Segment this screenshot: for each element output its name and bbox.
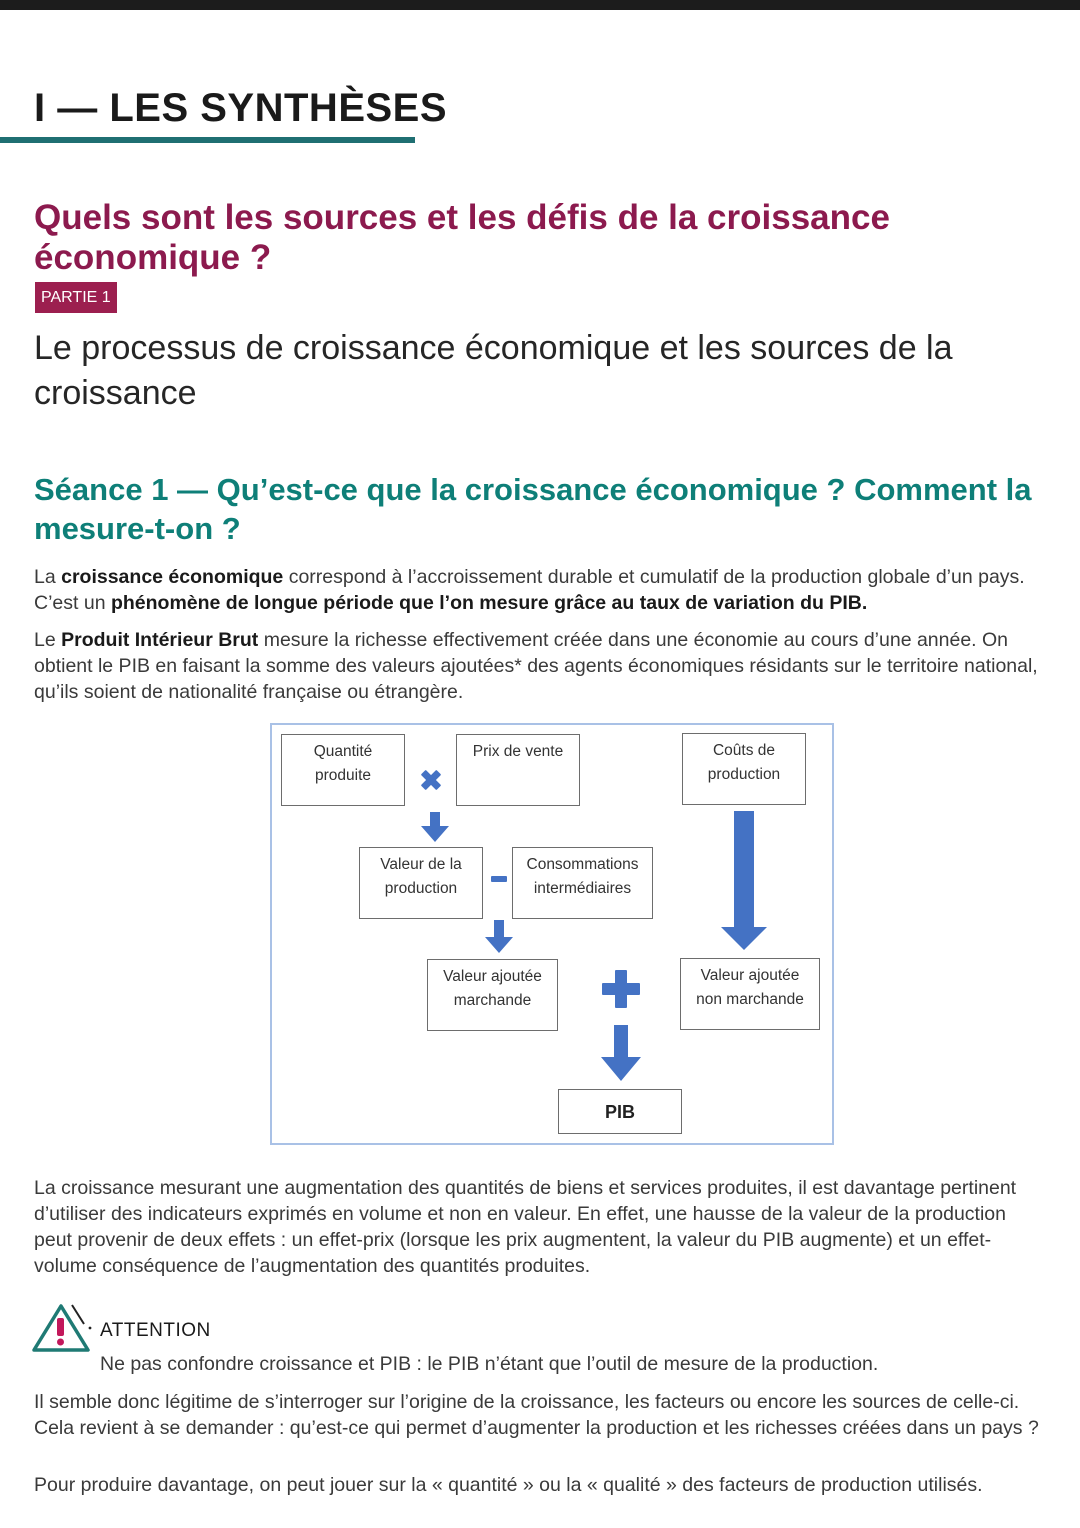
- arrow-down-icon: [601, 1025, 641, 1081]
- box-prix-de-vente: [456, 734, 580, 806]
- section-underline: [0, 137, 415, 143]
- arrow-down-icon: [421, 812, 449, 842]
- multiply-icon: [415, 764, 446, 795]
- text: mesure la richesse effectivement créée dans une économie au cours d’une année. On obtient le PIB en faisant la somme des valeurs ajoutées* des agents économiques résidants sur le territoire national, qu’ils soient de nationalité française ou étrangère.: [34, 629, 1038, 703]
- box-va-marchande: [427, 959, 558, 1031]
- plus-icon: [602, 970, 640, 1008]
- label: Coûts de: [712, 742, 776, 759]
- section-heading: I — LES SYNTHÈSES: [34, 86, 448, 130]
- paragraph-sources: Il semble donc légitime de s’interroger sur l’origine de la croissance, les facteurs ou encore les sources de celle-ci. Cela revient à se demander : qu’est-ce qui permet d’augmenter la production et les richesses créées dans un pays ?: [34, 1391, 1039, 1439]
- bold-term: croissance économique: [61, 566, 284, 588]
- definition-pib: [34, 627, 1044, 705]
- label: marchande: [453, 992, 532, 1009]
- top-bar: [0, 0, 1080, 10]
- box-valeur-production: [359, 847, 483, 919]
- text: correspond à l’accroissement durable et cumulatif de la production globale d’un pays. C’est un: [34, 566, 1025, 614]
- label: Valeur ajoutée: [700, 967, 800, 984]
- minus-icon: [491, 876, 507, 882]
- text: Le: [34, 629, 62, 651]
- label: produite: [314, 767, 371, 784]
- part-title: Le processus de croissance économique et les sources de la croissance: [34, 329, 953, 412]
- label: Valeur ajoutée: [443, 968, 542, 985]
- definition-croissance: [34, 564, 1044, 616]
- box-consommations-intermediaires: [512, 847, 653, 919]
- label: production: [707, 766, 781, 783]
- label: Valeur de la: [380, 856, 462, 873]
- text: La: [34, 566, 62, 588]
- label: intermédiaires: [533, 880, 632, 897]
- attention-text: Ne pas confondre croissance et PIB : le PIB n’étant que l’outil de mesure de la production.: [100, 1353, 879, 1375]
- label: production: [384, 880, 458, 897]
- warning-icon: [32, 1302, 94, 1354]
- main-question: Quels sont les sources et les défis de la croissance économique ?: [34, 198, 890, 277]
- box-va-non-marchande: [680, 958, 820, 1030]
- arrow-down-icon: [721, 811, 767, 950]
- arrow-down-icon: [485, 920, 513, 953]
- paragraph-facteurs: Pour produire davantage, on peut jouer sur la « quantité » ou la « qualité » des facteurs de production utilisés.: [34, 1474, 983, 1496]
- label: PIB: [604, 1101, 635, 1122]
- box-couts-de-production: [682, 733, 806, 805]
- box-pib: [558, 1089, 682, 1134]
- label: Prix de vente: [472, 743, 564, 760]
- box-quantite-produite: [281, 734, 405, 806]
- bold-term: phénomène de longue période que l’on mesure grâce au taux de variation du PIB.: [110, 592, 868, 614]
- label: non marchande: [696, 991, 804, 1008]
- attention-label: ATTENTION: [100, 1320, 211, 1341]
- label: Quantité: [313, 743, 373, 760]
- label: Consommations: [526, 856, 639, 873]
- seance-title: Séance 1 — Qu’est-ce que la croissance économique ? Comment la mesure-t-on ?: [34, 472, 1032, 546]
- paragraph-volume-valeur: La croissance mesurant une augmentation des quantités de biens et services produites, il est davantage pertinent d’utiliser des indicateurs exprimés en volume et non en valeur. En effet, une hausse de la valeur de la production peut provenir de deux effets : un effet-prix (lorsque les prix augmentent, la valeur du PIB augmente) et un effet-volume conséquence de l’augmentation des quantités produites.: [34, 1177, 1017, 1277]
- pib-diagram: [270, 723, 834, 1145]
- bold-term: Produit Intérieur Brut: [61, 629, 259, 651]
- part-badge: PARTIE 1: [35, 282, 117, 313]
